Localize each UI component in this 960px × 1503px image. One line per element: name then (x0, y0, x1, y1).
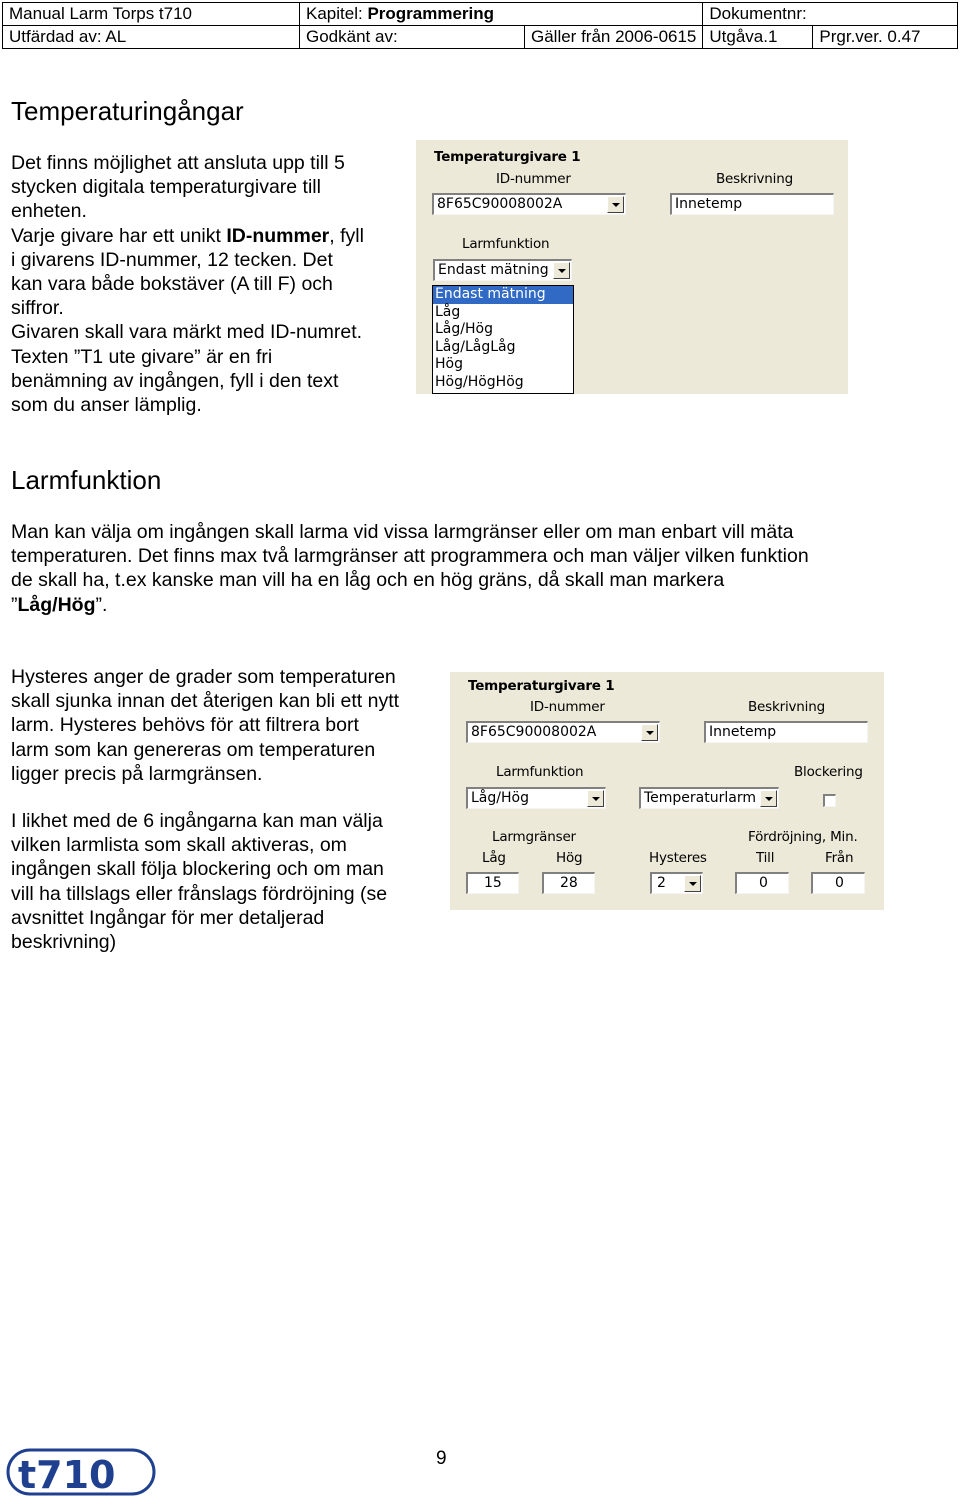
text-line: Hysteres anger de grader som temperaturen (11, 666, 396, 688)
list-item[interactable]: Låg/LågLåg (435, 338, 516, 355)
description-input[interactable]: Innetemp (704, 721, 868, 743)
section1-body (11, 151, 364, 417)
section-title-alarm-function: Larmfunktion (11, 465, 162, 495)
sensor-dialog-dropdown-open (416, 140, 848, 394)
delay-label: Fördröjning, Min. (748, 829, 858, 845)
id-number-label: ID-nummer (530, 699, 605, 715)
text-line: vill ha tillslags eller frånslags fördröjning (se (11, 882, 388, 905)
chevron-down-icon[interactable] (587, 790, 604, 807)
approved-by: Godkänt av: (300, 26, 525, 48)
text-line: stycken digitala temperaturgivare till (11, 176, 321, 199)
chevron-down-icon[interactable] (760, 790, 777, 807)
group-title: Temperaturgivare 1 (468, 678, 615, 694)
text-span: ” (11, 593, 18, 616)
approved-valid (300, 26, 703, 49)
hysteresis-paragraph (11, 665, 399, 786)
document-header (2, 2, 958, 49)
sensor-dialog-full (450, 672, 884, 910)
id-number-emphasis: ID-nummer (226, 224, 330, 247)
text-line: Man kan välja om ingången skall larma vid vissa larmgränser eller om man enbart vill mäta (11, 521, 794, 543)
id-number-value: 8F65C90008002A (437, 196, 563, 212)
chevron-down-icon[interactable] (607, 196, 624, 213)
text-line: beskrivning) (11, 931, 117, 954)
alarm-function-combo[interactable] (466, 787, 606, 809)
list-item[interactable]: Hög/HögHög (435, 373, 524, 390)
text-line (11, 224, 364, 248)
hysteresis-label: Hysteres (649, 850, 707, 866)
alarm-function-combo[interactable] (433, 259, 572, 281)
id-number-combo[interactable] (432, 193, 626, 215)
alarm-function-dropdown-list[interactable] (432, 285, 574, 394)
text-line: vilken larmlista som skall aktiveras, om (11, 834, 347, 857)
chevron-down-icon[interactable] (641, 724, 658, 741)
low-label: Låg (482, 850, 506, 866)
low-limit-input[interactable]: 15 (466, 872, 519, 894)
alarm-function-value: Endast mätning (438, 262, 549, 278)
text-line: kan vara både bokstäver (A till F) och (11, 273, 333, 296)
document-number: Dokumentnr: (703, 3, 958, 26)
text-line: Det finns möjlighet att ansluta upp till 5 (11, 152, 345, 174)
alarm-function-label: Larmfunktion (462, 236, 550, 252)
blocking-label: Blockering (794, 764, 863, 780)
t710-logo-icon (6, 1446, 156, 1498)
text-line (11, 593, 809, 617)
chapter-prefix: Kapitel: (306, 4, 368, 23)
alarm-function-value: Låg/Hög (471, 790, 529, 806)
text-line: Givaren skall vara märkt med ID-numret. (11, 321, 363, 344)
text-line: Texten ”T1 ute givare” är en fri (11, 345, 273, 368)
text-line: som du anser lämplig. (11, 394, 202, 417)
svg-text:t710: t710 (18, 1453, 116, 1497)
text-line: temperaturen. Det finns max två larmgränser att programmera och man väljer vilken funktion (11, 545, 809, 568)
id-number-value: 8F65C90008002A (471, 724, 597, 740)
text-line: I likhet med de 6 ingångarna kan man välja (11, 810, 383, 832)
program-version: Prgr.ver. 0.47 (813, 26, 958, 49)
delay-off-input[interactable]: 0 (811, 872, 865, 894)
alarm-list-value: Temperaturlarm (644, 790, 756, 806)
text-span: , fyll (329, 224, 364, 247)
valid-from: Gäller från 2006-0615 (531, 27, 697, 46)
high-limit-input[interactable]: 28 (542, 872, 595, 894)
text-line: larm. Hysteres behövs för att filtrera bort (11, 714, 359, 737)
list-item[interactable]: Låg/Hög (435, 321, 493, 338)
text-line: larm som kan genereras om temperaturen (11, 738, 376, 761)
low-high-emphasis: Låg/Hög (17, 593, 96, 616)
chapter-name: Programmering (367, 4, 495, 23)
list-item[interactable]: Endast mätning (433, 286, 573, 304)
alarmlist-paragraph (11, 809, 387, 954)
chapter (300, 3, 703, 26)
delay-on-input[interactable]: 0 (735, 872, 789, 894)
text-line: ligger precis på larmgränsen. (11, 762, 263, 785)
alarm-list-combo[interactable] (639, 787, 779, 809)
text-span: Varje givare har ett unikt (11, 224, 227, 247)
t710-logo (6, 1446, 156, 1503)
group-title: Temperaturgivare 1 (434, 149, 581, 165)
text-line: skall sjunka innan det återigen kan bli ett nytt (11, 690, 400, 713)
alarm-limits-label: Larmgränser (492, 829, 576, 845)
list-item[interactable]: Hög (435, 356, 463, 373)
text-line: enheten. (11, 200, 87, 223)
text-line: avsnittet Ingångar för mer detaljerad (11, 906, 325, 929)
text-line: ingången skall följa blockering och om man (11, 858, 384, 881)
delay-off-label: Från (825, 850, 854, 866)
alarm-function-label: Larmfunktion (496, 764, 584, 780)
id-number-combo[interactable] (466, 721, 660, 743)
section-title-temperature-inputs: Temperaturingångar (11, 96, 244, 126)
issued-by: Utfärdad av: AL (3, 26, 300, 49)
delay-on-label: Till (756, 850, 775, 866)
chevron-down-icon[interactable] (553, 262, 570, 279)
hysteresis-value: 2 (657, 875, 666, 891)
text-line: siffror. (11, 297, 64, 320)
high-label: Hög (556, 850, 583, 866)
text-line: de skall ha, t.ex kanske man vill ha en låg och en hög gräns, då skall man markera (11, 569, 725, 592)
description-label: Beskrivning (748, 699, 825, 715)
chevron-down-icon[interactable] (684, 875, 701, 892)
hysteresis-combo[interactable] (650, 872, 703, 894)
description-label: Beskrivning (716, 171, 793, 187)
id-number-label: ID-nummer (496, 171, 571, 187)
page-number: 9 (436, 1448, 447, 1469)
list-item[interactable]: Låg (435, 303, 461, 320)
section2-body (11, 520, 809, 617)
edition: Utgåva.1 (703, 26, 813, 49)
text-line: benämning av ingången, fyll i den text (11, 369, 339, 392)
description-input[interactable]: Innetemp (670, 193, 834, 215)
text-span: ”. (95, 593, 108, 616)
blocking-checkbox[interactable] (823, 794, 836, 807)
manual-title: Manual Larm Torps t710 (3, 3, 300, 26)
text-line: i givarens ID-nummer, 12 tecken. Det (11, 248, 333, 271)
